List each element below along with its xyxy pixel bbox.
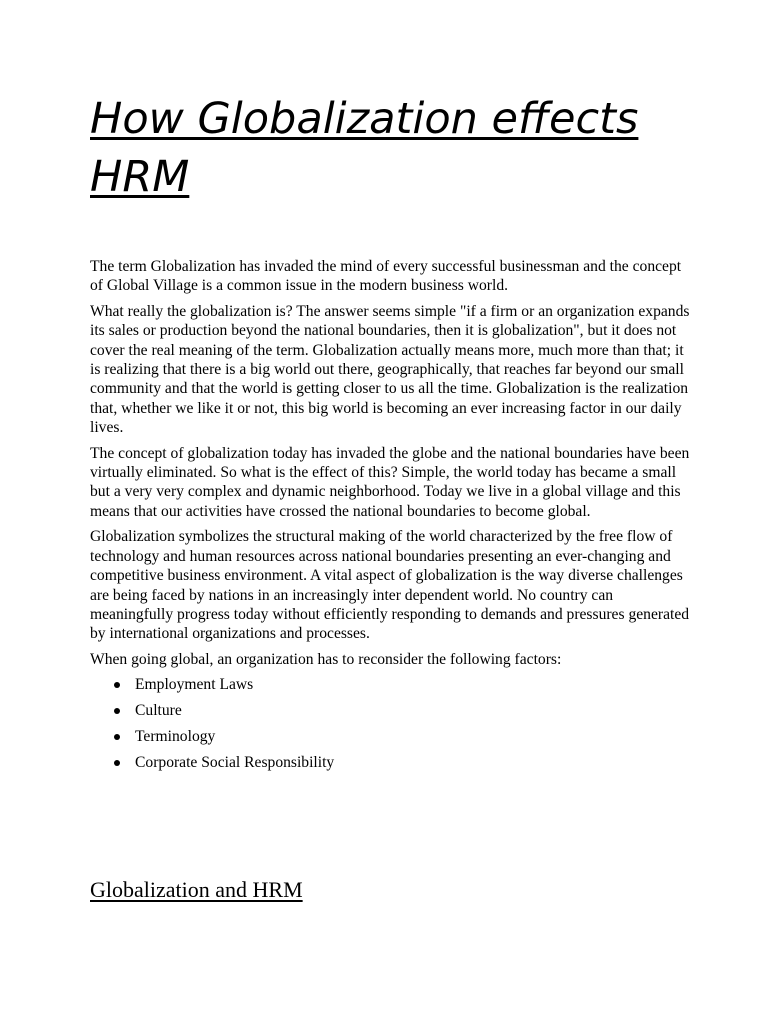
- list-item-text: Employment Laws: [135, 676, 254, 694]
- list-item: [114, 675, 690, 694]
- list-item-text: Corporate Social Responsibility: [135, 753, 335, 771]
- document-body: [90, 257, 690, 778]
- list-item: [114, 701, 690, 720]
- bullet-icon: [114, 760, 120, 766]
- list-item: [114, 753, 690, 772]
- bullet-icon: [114, 682, 120, 688]
- bullet-icon: [114, 708, 120, 714]
- list-item-text: Terminology: [135, 727, 216, 745]
- paragraph-definition: What really the globalization is? The answer seems simple "if a firm or an organization expands its sales or production beyond the national boundaries, then it is globalization", but it does not cover the real meaning of the term. Globalization actually means more, much more than that; it is realizing that there is a big world out there, geographically, that reaches far beyond our small community and that the world is getting closer to us all the time. Globalization is the realization that, whether we like it or not, this big world is becoming an ever increasing factor in our daily lives.: [90, 302, 690, 437]
- section-heading: Globalization and HRM: [90, 877, 303, 902]
- list-item: [114, 727, 690, 746]
- list-item-text: Culture: [135, 701, 182, 719]
- paragraph-factors-intro: When going global, an organization has to reconsider the following factors:: [90, 650, 562, 668]
- document-title: How Globalization effects HRM: [90, 94, 639, 202]
- paragraph-global-village: The concept of globalization today has invaded the globe and the national boundaries have been virtually eliminated. So what is the effect of this? Simple, the world today has became a small but a very very complex and dynamic neighborhood. Today we live in a global village and this means that our activities have crossed the national boundaries to become global.: [90, 444, 690, 520]
- paragraph-structural-making: Globalization symbolizes the structural making of the world characterized by the free flow of technology and human resources across national boundaries presenting an ever-changing and competitive business environment. A vital aspect of globalization is the way diverse challenges are being faced by nations in an increasingly inter dependent world. No country can meaningfully progress today without efficiently responding to demands and pressures generated by international organizations and processes.: [90, 528, 690, 643]
- paragraph-intro: The term Globalization has invaded the mind of every successful businessman and the concept of Global Village is a common issue in the modern business world.: [90, 258, 682, 295]
- bullet-icon: [114, 734, 120, 740]
- factors-list: [90, 675, 690, 772]
